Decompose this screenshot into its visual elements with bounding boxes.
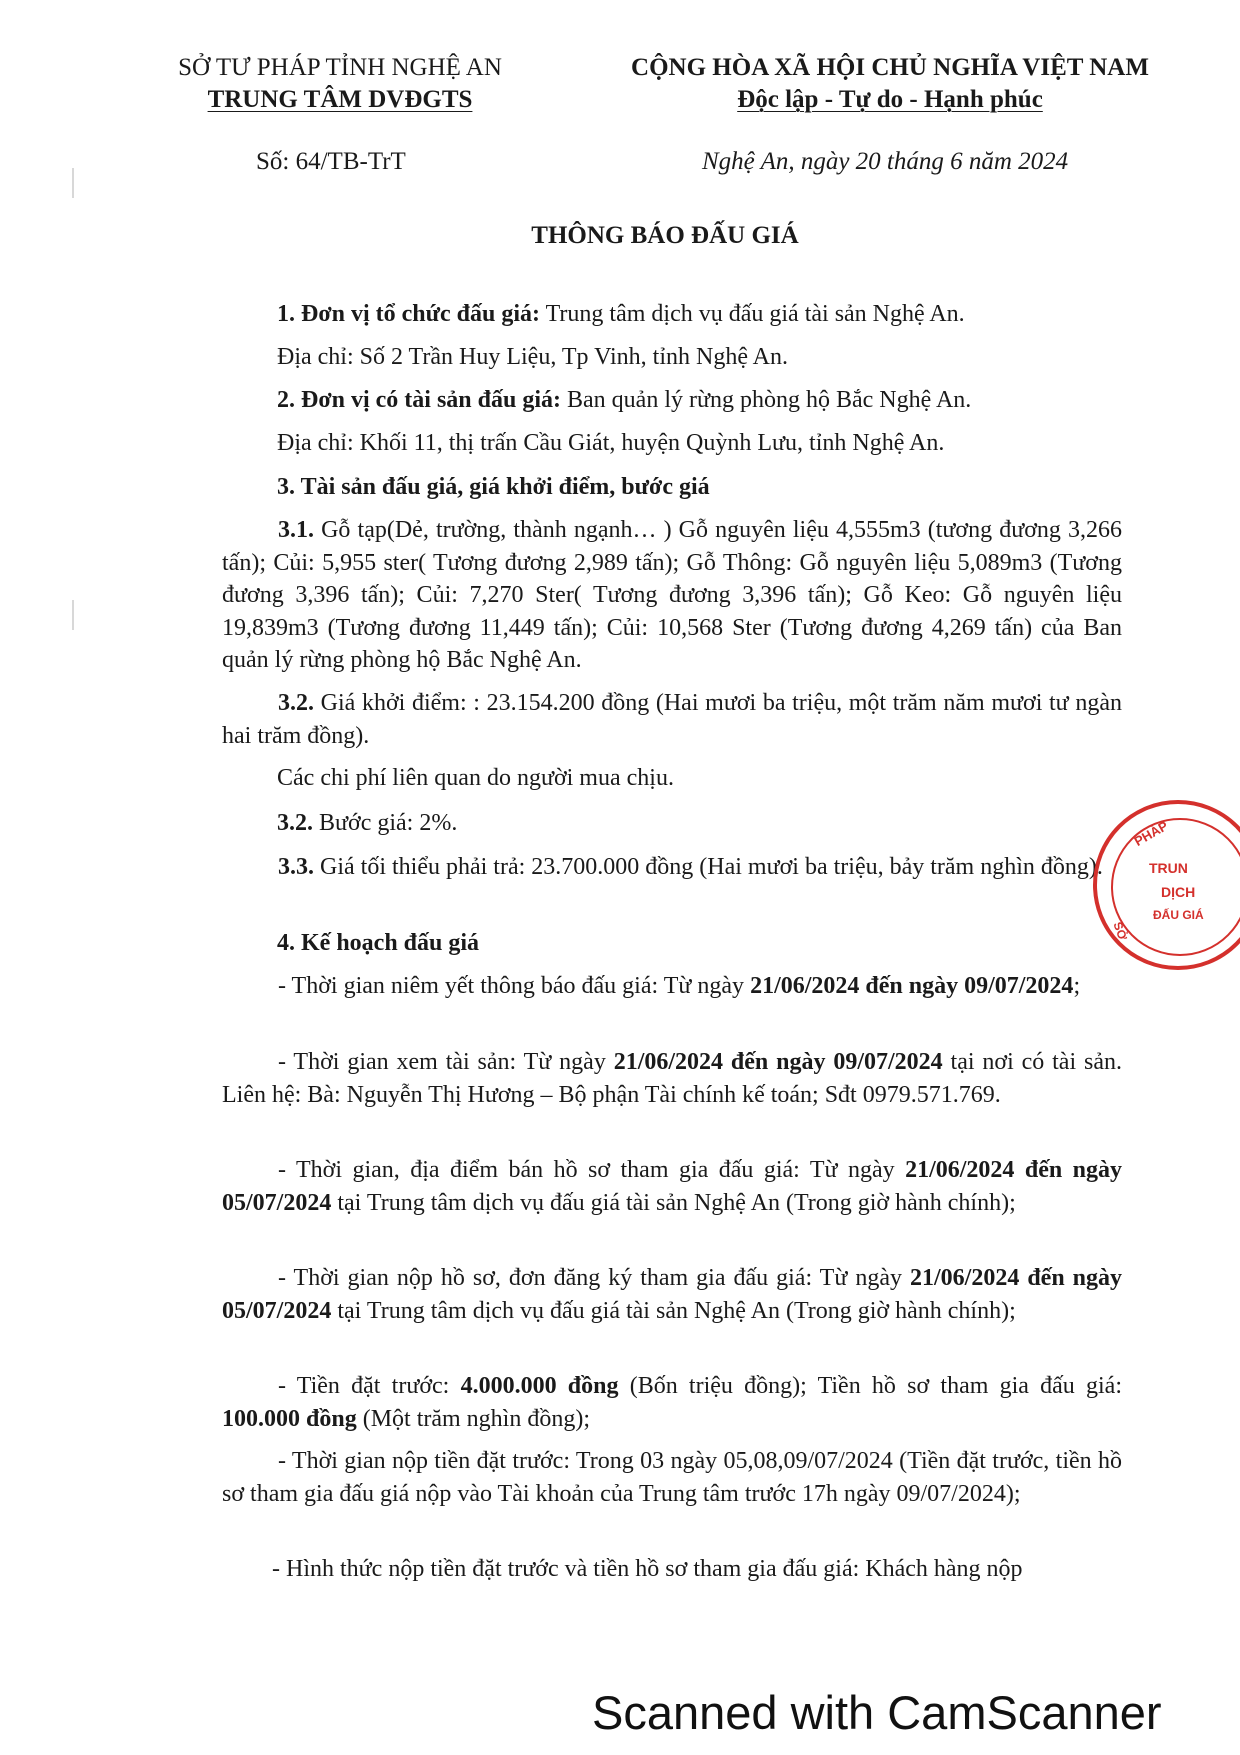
plan-item-5 <box>222 1370 1122 1435</box>
plan-item-2-dates: 21/06/2024 đến ngày 09/07/2024 <box>613 1049 943 1075</box>
plan-item-1-end: ; <box>1073 973 1081 999</box>
plan-item-4 <box>222 1262 1122 1327</box>
section-2-label: 2. Đơn vị có tài sản đấu giá: <box>277 387 561 413</box>
section-3-2-step-label: 3.2. <box>277 810 313 836</box>
org-line1: SỞ TƯ PHÁP TỈNH NGHỆ AN <box>178 54 502 81</box>
section-2 <box>277 384 1177 417</box>
section-1-text: Trung tâm dịch vụ đấu giá tài sản Nghệ An. <box>540 301 965 327</box>
plan-item-2-text: - Thời gian xem tài sản: Từ ngày <box>278 1049 614 1075</box>
plan-item-1-dates: 21/06/2024 đến ngày 09/07/2024 <box>750 973 1074 999</box>
document-title: THÔNG BÁO ĐẤU GIÁ <box>531 222 799 249</box>
plan-item-5-fee: 100.000 đồng <box>222 1405 357 1432</box>
stamp-text: TRUN <box>1149 860 1188 876</box>
section-3-3-text: Giá tối thiểu phải trả: 23.700.000 đồng (Hai mươi ba triệu, bảy trăm nghìn đồng). <box>314 854 1103 880</box>
section-1-address: Địa chỉ: Số 2 Trần Huy Liệu, Tp Vinh, tỉnh Nghệ An. <box>277 344 789 370</box>
nation-line1: CỘNG HÒA XÃ HỘI CHỦ NGHĨA VIỆT NAM <box>631 54 1149 81</box>
camscanner-watermark: Scanned with CamScanner <box>592 1686 1162 1739</box>
plan-item-4-rest: tại Trung tâm dịch vụ đấu giá tài sản Nghệ An (Trong giờ hành chính); <box>331 1297 1016 1324</box>
section-3-1-text: Gỗ tạp(Dẻ, trường, thành ngạnh… ) Gỗ nguyên liệu 4,555m3 (tương đương 3,266 tấn); Củi: 5,955 ster( Tương đương 2,989 tấn); Gỗ Thông: Gỗ nguyên liệu 5,089m3 (Tương đương 3,396 tấn); Củi: 7,270 Ster( Tương đương 3,396 tấn); Gỗ Keo: Gỗ nguyên liệu 19,839m3 (Tương đương 11,449 tấn); Củi: 10,568 Ster (Tương đương 4,269 tấn) của Ban quản lý rừng phòng hộ Bắc Nghệ An. <box>222 517 1122 673</box>
section-3-2 <box>222 687 1122 752</box>
section-3-2-text: Giá khởi điểm: : 23.154.200 đồng (Hai mươi ba triệu, một trăm năm mươi tư ngàn hai trăm đồng). <box>222 690 1122 749</box>
stamp-text: ĐẤU GIÁ <box>1153 908 1204 922</box>
plan-item-5-text: - Tiền đặt trước: <box>278 1373 461 1399</box>
section-2-text: Ban quản lý rừng phòng hộ Bắc Nghệ An. <box>561 387 972 413</box>
doc-number: Số: 64/TB-TrT <box>256 148 406 175</box>
plan-item-7: - Hình thức nộp tiền đặt trước và tiền hồ sơ tham gia đấu giá: Khách hàng nộp <box>272 1556 1023 1582</box>
section-1 <box>277 298 1177 331</box>
plan-item-3-dates: 21/06/2024 đến ngày 05/07/2024 <box>222 1157 1122 1216</box>
plan-item-3 <box>222 1154 1122 1219</box>
place-date: Nghệ An, ngày 20 tháng 6 năm 2024 <box>702 148 1069 175</box>
plan-item-5-deposit: 4.000.000 đồng <box>460 1373 619 1399</box>
section-3-1-label: 3.1. <box>278 517 314 543</box>
org-header <box>120 52 560 116</box>
section-4-heading: 4. Kế hoạch đấu giá <box>277 930 480 956</box>
scan-mark <box>72 168 74 198</box>
nation-header <box>560 52 1220 116</box>
plan-item-5-mid: (Bốn triệu đồng); Tiền hồ sơ tham gia đấu giá: <box>618 1373 1123 1399</box>
section-1-label: 1. Đơn vị tổ chức đấu giá: <box>277 301 541 327</box>
section-3-heading: 3. Tài sản đấu giá, giá khởi điểm, bước giá <box>277 474 710 500</box>
section-2-address: Địa chỉ: Khối 11, thị trấn Cầu Giát, huyện Quỳnh Lưu, tỉnh Nghệ An. <box>277 430 945 456</box>
plan-item-2 <box>222 1046 1122 1111</box>
costs-note: Các chi phí liên quan do người mua chịu. <box>277 765 674 791</box>
plan-item-1 <box>222 970 1122 1003</box>
section-3-3 <box>222 851 1122 884</box>
stamp-text: SỞ <box>1110 920 1130 942</box>
stamp-text: DỊCH <box>1161 884 1196 900</box>
scan-mark <box>72 600 74 630</box>
plan-item-6: - Thời gian nộp tiền đặt trước: Trong 03 ngày 05,08,09/07/2024 (Tiền đặt trước, tiền hồ sơ tham gia đấu giá nộp vào Tài khoản của Trung tâm trước 17h ngày 09/07/2024); <box>222 1448 1122 1507</box>
stamp-text: PHÁP <box>1131 817 1171 850</box>
plan-item-3-text: - Thời gian, địa điểm bán hồ sơ tham gia đấu giá: Từ ngày <box>278 1157 906 1183</box>
section-3-2-step-text: Bước giá: 2%. <box>313 810 458 836</box>
plan-item-4-dates: 21/06/2024 đến ngày 05/07/2024 <box>222 1265 1123 1324</box>
section-3-2-step <box>277 807 1177 840</box>
plan-item-2-rest: tại nơi có tài sản. Liên hệ: Bà: Nguyễn Thị Hương – Bộ phận Tài chính kế toán; Sđt 0979.571.769. <box>222 1049 1122 1108</box>
section-3-2-label: 3.2. <box>278 690 314 716</box>
org-line2: TRUNG TÂM DVĐGTS <box>207 86 473 113</box>
plan-item-1-text: - Thời gian niêm yết thông báo đấu giá: Từ ngày <box>278 973 751 999</box>
nation-line2: Độc lập - Tự do - Hạnh phúc <box>737 86 1043 113</box>
plan-item-3-rest: tại Trung tâm dịch vụ đấu giá tài sản Nghệ An (Trong giờ hành chính); <box>331 1189 1016 1216</box>
plan-item-4-text: - Thời gian nộp hồ sơ, đơn đăng ký tham gia đấu giá: Từ ngày <box>278 1265 910 1291</box>
plan-item-5-end: (Một trăm nghìn đồng); <box>356 1405 591 1432</box>
section-3-3-label: 3.3. <box>278 854 314 880</box>
section-3-1 <box>222 514 1122 677</box>
